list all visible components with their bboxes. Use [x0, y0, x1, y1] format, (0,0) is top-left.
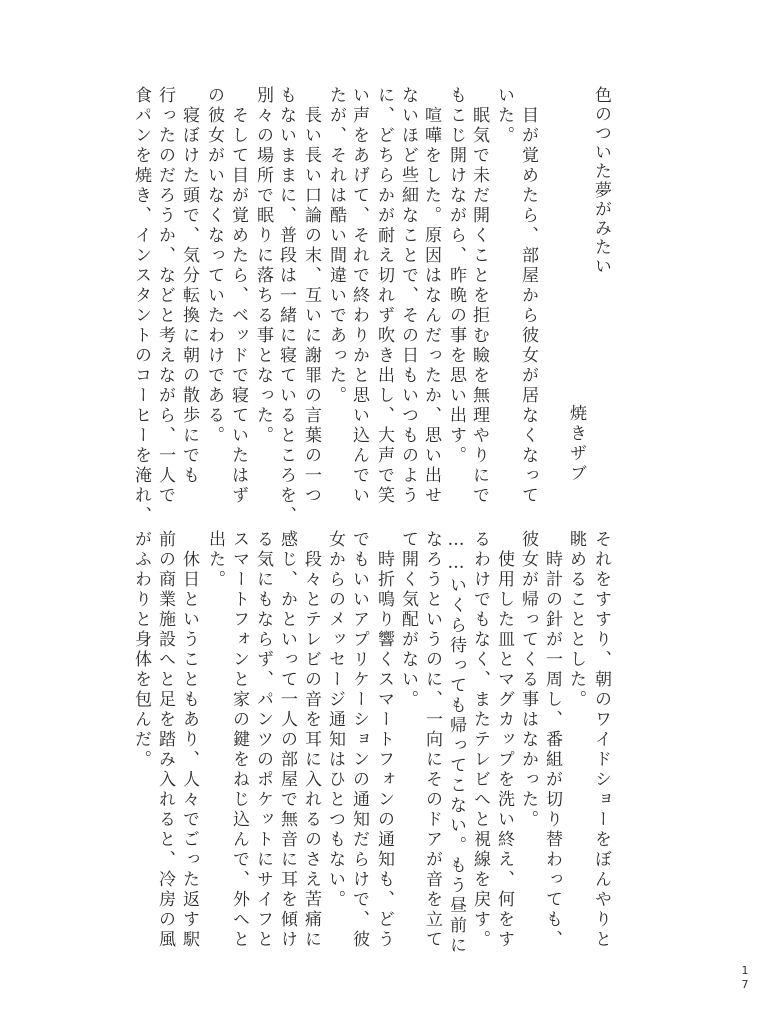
story-title: 色のついた夢がみたい: [591, 86, 611, 276]
text-column: ないほど些細なことで、その日もいつものよう: [398, 86, 418, 506]
text-column: なろうというのに、一向にそのドアが音を立て: [422, 530, 442, 950]
text-column: 食パンを焼き、インスタントのコーヒーを淹れ、: [131, 86, 151, 526]
text-column: に、どちらかが耐え切れず吹き出し、大声で笑: [374, 86, 394, 506]
text-column: い声をあげて、それで終わりかと思い込んでい: [349, 86, 369, 506]
text-column: 眺めることとした。: [566, 530, 586, 710]
page-number-digit: 7: [741, 978, 749, 991]
text-column: 時計の針が一周し、番組が切り替わっても、: [542, 530, 562, 950]
text-column: 感じ、かといって一人の部屋で無音に耳を傾け: [277, 530, 297, 950]
text-column: 寝ぼけた頭で、気分転換に朝の散歩にでも: [179, 86, 199, 486]
text-column: 眠気で未だ開くことを拒む瞼を無理やりにで: [469, 86, 489, 506]
text-column: 時折鳴り響くスマートフォンの通知も、どう: [374, 530, 394, 950]
text-column: ……いくら待っても帰ってこない。もう昼前に: [446, 530, 466, 956]
text-column: 使用した皿とマグカップを洗い終え、何をす: [494, 530, 514, 950]
text-column: る気にもならず、パンツのポケットにサイフと: [253, 530, 273, 950]
text-column: て開く気配がない。: [398, 530, 418, 710]
text-column: いた。: [494, 86, 514, 146]
text-column: の彼女がいなくなっていたわけである。: [204, 86, 224, 446]
text-column: 目が覚めたら、部屋から彼女が居なくなって: [518, 86, 538, 506]
text-column: 行ったのだろうか、などと考えながら、一人で: [155, 86, 175, 506]
text-column: 女からのメッセージ通知はひとつもない。: [325, 530, 345, 910]
text-column: もないままに、普段は一緒に寝ているところを、: [276, 86, 296, 526]
text-column: 前の商業施設へと足を踏み入れると、冷房の風: [155, 530, 175, 950]
text-column: 出た。: [205, 530, 225, 590]
text-column: 長い長い口論の末、互いに謝罪の言葉の一つ: [301, 86, 321, 506]
text-column: 休日ということもあり、人々でごった返す駅: [179, 530, 199, 950]
page-number: [738, 964, 752, 992]
text-column: もこじ開けながら、昨晩の事を思い出す。: [446, 86, 466, 466]
story-author: 焼きザブ: [566, 404, 586, 484]
text-column: スマートフォンと家の鍵をねじ込んで、外へと: [229, 530, 249, 950]
text-column: 別々の場所で眠りに落ちる事となった。: [253, 86, 273, 446]
text-column: そして目が覚めたら、ベッドで寝ていたはず: [228, 86, 248, 506]
text-column: でもいいアプリケーションの通知だらけで、彼: [349, 530, 369, 950]
page-number-digit: 1: [741, 964, 749, 977]
text-column: 彼女が帰ってくる事はなかった。: [518, 530, 538, 830]
text-column: それをすすり、朝のワイドショーをぼんやりと: [591, 530, 611, 950]
text-column: 喧嘩をした。原因はなんだったか、思い出せ: [421, 86, 441, 506]
text-column: がふわりと身体を包んだ。: [131, 530, 151, 770]
text-column: 段々とテレビの音を耳に入れるのさえ苦痛に: [301, 530, 321, 950]
text-column: るわけでもなく、またテレビへと視線を戻す。: [470, 530, 490, 950]
text-column: たが、それは酷い間違いであった。: [326, 86, 346, 406]
